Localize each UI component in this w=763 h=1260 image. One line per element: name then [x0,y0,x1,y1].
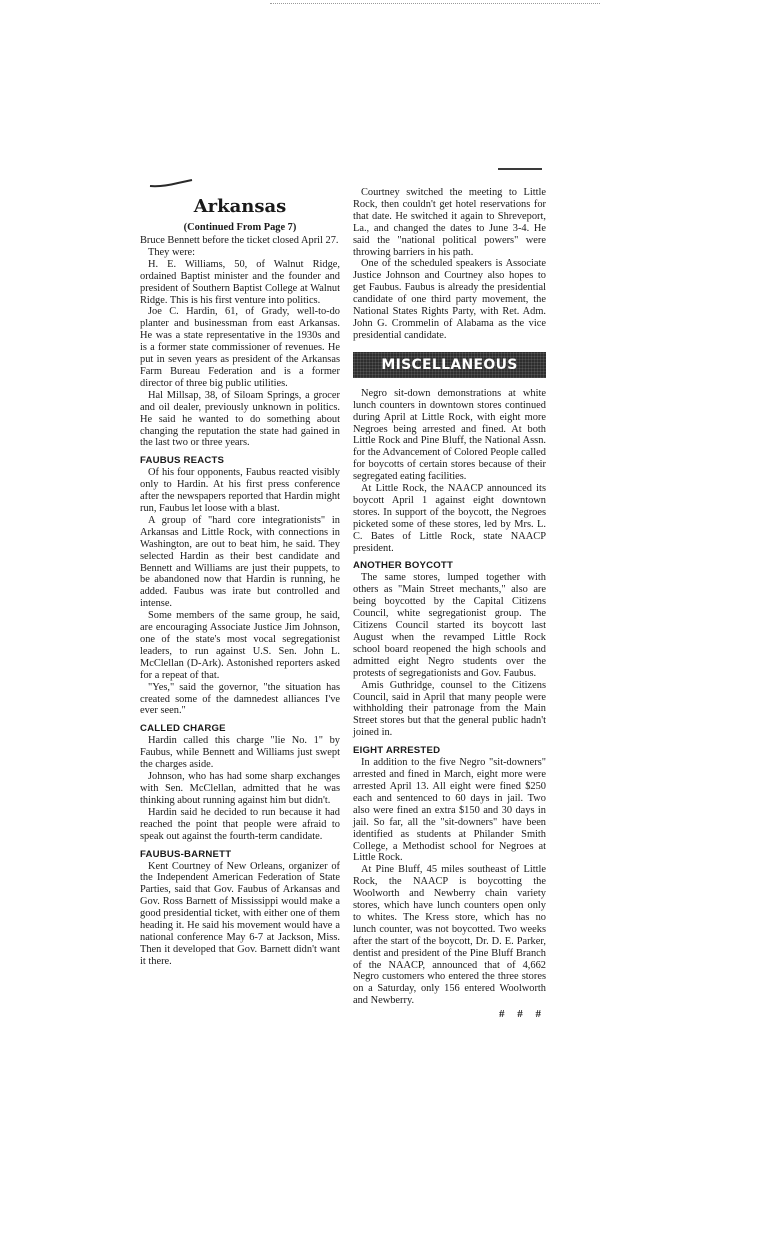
paragraph: At Pine Bluff, 45 miles southeast of Little Rock, the NAACP is boycotting the Woolworth and Newberry chain variety stores, which have lunch counters open only to whites. The Kress store, which has no lunch counter, was not boycotted. Two weeks after the start of the boycott, Dr. D. E. Parker, dentist and president of the Pine Bluff Branch of the NAACP, announced that of 4,662 Negro customers who entered the three stores on a Saturday, only 156 entered Woolworth and Newberry. [353,864,546,1007]
paragraph: In addition to the five Negro "sit-downers" arrested and fined in March, eight more were arrested April 13. All eight were fined $250 each and sentenced to 60 days in jail. Two also were fined an extra $150 and 30 days in jail. So far, all the "sit-downers" have been identified as students at Philander Smith College, a Methodist school for Negroes at Little Rock. [353,757,546,864]
section-heading: ANOTHER BOYCOTT [353,560,454,572]
paragraph: "Yes," said the governor, "the situation has created some of the damnedest alliances I've ever seen." [140,681,340,717]
left-column [140,196,340,968]
paragraph: Johnson, who has had some sharp exchanges with Sen. McClellan, admitted that he was thinking about running against him but didn't. [140,771,340,806]
paragraph: Hardin called this charge "lie No. 1" by Faubus, while Bennett and Williams just swept the charges aside. [140,735,340,771]
end-mark: # # # [499,1008,546,1021]
column-rule-mark [498,168,542,170]
right-column [353,187,546,1021]
section-heading: CALLED CHARGE [140,723,226,735]
paragraph: They were: [148,246,196,258]
paragraph: Joe C. Hardin, 61, of Grady, well-to-do planter and businessman from east Arkansas. He was a state representative in the 1930s and is a former state commissioner of revenues. He put in seven years as president of the Arkansas Farm Bureau Federation and is a former director of three big public utilities. [140,306,340,389]
paragraph: Of his four opponents, Faubus reacted visibly only to Hardin. At his first press conference after the newspapers reported that Hardin might run, Faubus let loose with a blast. [140,467,340,515]
continued-line: (Continued From Page 7) [183,222,297,233]
section-heading: FAUBUS REACTS [140,455,225,467]
pen-mark [148,178,194,188]
paragraph: The same stores, lumped together with others as "Main Street mechants," also are being boycotted by the Capital Citizens Council, white segregationist group. The Citizens Council started its boycott last August when the revamped Little Rock school board reopened the high schools and admitted eight Negro students over the protests of segregationists and Gov. Faubus. [353,572,546,679]
paragraph: At Little Rock, the NAACP announced its boycott April 1 against eight downtown stores. In support of the boycott, the Negroes picketed some of these stores, led by Mrs. L. C. Bates of Little Rock, state NAACP president. [353,483,546,554]
paragraph: Kent Courtney of New Orleans, organizer of the Independent American Federation of State Parties, said that Gov. Faubus of Arkansas and Gov. Ross Barnett of Mississippi would make a good presidential ticket, with either one of them heading it. He said his movement would have a national conference May 6-7 at Jackson, Miss. Then it developed that Gov. Barnett didn't want it there. [140,860,340,967]
paragraph: Some members of the same group, he said, are encouraging Associate Justice Jim Johnson, one of the state's most vocal segregationist leaders, to run against U.S. Sen. John L. McClellan (D-Ark). Astonished reporters asked for a repeat of that. [140,610,340,681]
paragraph: Hal Millsap, 38, of Siloam Springs, a grocer and oil dealer, previously unknown in politics. He said he wanted to do something about changing the reputation the state had gained in the last two or three years. [140,389,340,449]
section-heading: EIGHT ARRESTED [353,745,441,757]
paragraph: Negro sit-down demonstrations at white lunch counters in downtown stores continued during April at Little Rock, with eight more Negroes being arrested and fined. At both Little Rock and Pine Bluff, the National Assn. for the Advancement of Colored People called for boycotts of certain stores because of their segregated eating facilities. [353,387,546,483]
paragraph: Hardin said he decided to run because it had reached the point that people were afraid to speak out against the fourth-term candidate. [140,806,340,842]
article-title: Arkansas [193,196,287,217]
miscellaneous-banner: MISCELLANEOUS [353,352,546,378]
paragraph: Bruce Bennett before the ticket closed April 27. [140,235,339,246]
paragraph: Courtney switched the meeting to Little Rock, then couldn't get hotel reservations for that date. He switched it again to Shreveport, La., and changed the dates to June 3-4. He said the "national political powers" were throwing barriers in his path. [353,187,546,258]
section-heading: FAUBUS-BARNETT [140,848,232,860]
paragraph: One of the scheduled speakers is Associate Justice Johnson and Courtney also hopes to get Faubus. Faubus is already the presidential candidate of one third party movement, the National States Rights Party, with Ret. Adm. John G. Crommelin of Alabama as the vice presidential candidate. [353,258,546,341]
paragraph: H. E. Williams, 50, of Walnut Ridge, ordained Baptist minister and the founder and president of Southern Baptist College at Walnut Ridge. This is his first venture into politics. [140,258,340,306]
paragraph: Amis Guthridge, counsel to the Citizens Council, said in April that many people were withholding their patronage from the Main Street stores but that the general public hadn't joined in. [353,679,546,739]
scan-edge-line [270,3,600,4]
paragraph: A group of "hard core integrationists" in Arkansas and Little Rock, with connections in Washington, are out to beat him, he said. They selected Hardin as their best candidate and Bennett and Williams are just their puppets, to be abandoned now that Hardin is running, he added. Faubus was irate but controlled and intense. [140,514,340,610]
